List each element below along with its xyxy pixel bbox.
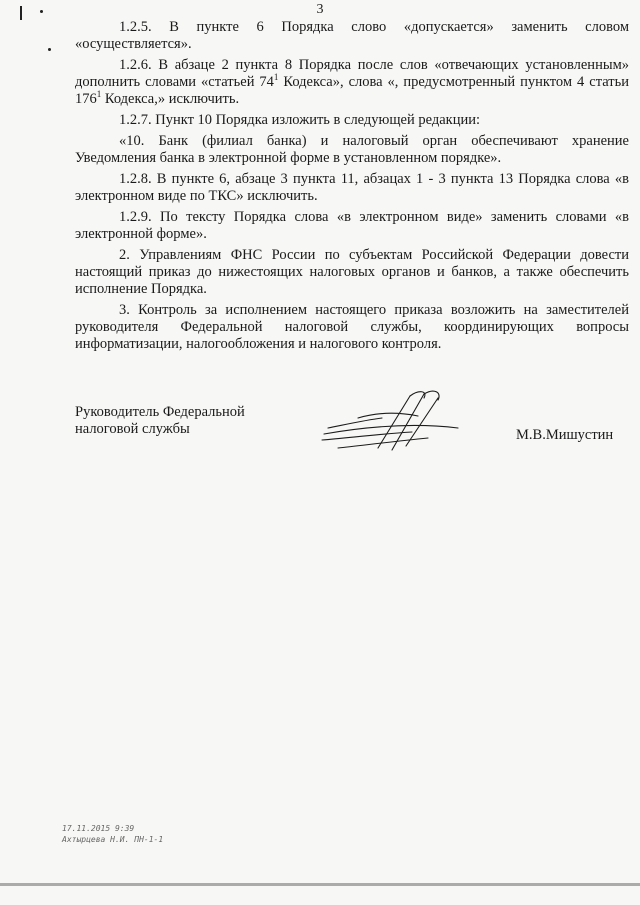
scan-edge-line bbox=[0, 883, 640, 886]
scan-mark bbox=[48, 48, 51, 51]
paragraph-1-2-9: 1.2.9. По тексту Порядка слова «в электронном виде» заменить словами «в электронной форме». bbox=[75, 209, 629, 242]
paragraph-1-2-6: 1.2.6. В абзаце 2 пункта 8 Порядка после слов «отвечающих установленным» дополнить словами «статьей $74^1$ Кодекса», слова «, предусмотренный пунктом 4 статьи $176^1$ Кодекса,» исключить. bbox=[75, 57, 629, 107]
footer-stamp bbox=[62, 823, 163, 845]
paragraph-1-2-7: 1.2.7. Пункт 10 Порядка изложить в следующей редакции: bbox=[119, 112, 481, 128]
paragraph-1-2-8: 1.2.8. В пункте 6, абзаце 3 пункта 11, абзацах 1 - 3 пункта 13 Порядка слова «в электронном виде по ТКС» исключить. bbox=[75, 171, 629, 204]
page-number: 3 bbox=[316, 2, 324, 17]
superscript: 1 bbox=[96, 89, 102, 100]
superscript: 1 bbox=[273, 72, 279, 83]
paragraph-2: 2. Управлениям ФНС России по субъектам Российской Федерации довести настоящий приказ до нижестоящих налоговых органов и банков, а также обеспечить исполнение Порядка. bbox=[75, 247, 629, 297]
quoted-clause-10: «10. Банк (филиал банка) и налоговый орган обеспечивают хранение Уведомления банка в электронной форме в установленном порядке». bbox=[75, 133, 629, 166]
handwritten-signature bbox=[318, 388, 468, 460]
paragraph-1-2-5: 1.2.5. В пункте 6 Порядка слово «допускается» заменить словом «осуществляется». bbox=[75, 19, 629, 52]
document-body bbox=[75, 19, 629, 353]
footer-timestamp: 17.11.2015 9:39 bbox=[62, 824, 135, 833]
signatory-title: Руководитель Федеральной налоговой службы bbox=[75, 404, 245, 437]
footer-executor: Ахтырцева Н.И. ПН-1-1 bbox=[62, 835, 164, 844]
paragraph-3: 3. Контроль за исполнением настоящего приказа возложить на заместителей руководителя Федеральной налоговой службы, координирующих вопросы информатизации, налогообложения и налогового контроля. bbox=[75, 302, 629, 352]
signatory-name: М.В.Мишустин bbox=[516, 427, 614, 443]
